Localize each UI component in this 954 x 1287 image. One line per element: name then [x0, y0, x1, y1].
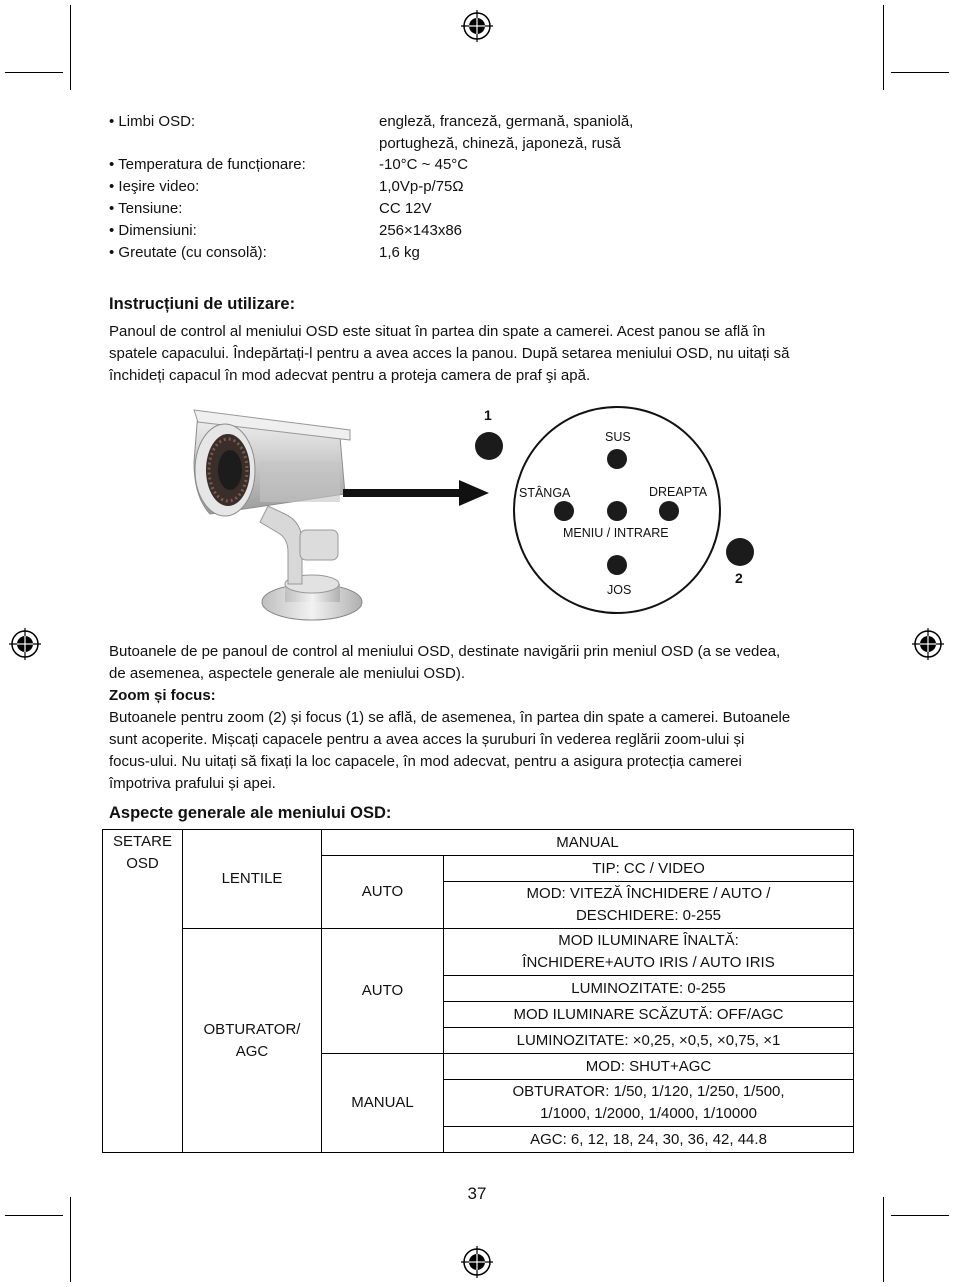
type-cell: TIP: CC / VIDEO: [444, 856, 854, 882]
left-label: STÂNGA: [519, 486, 571, 500]
buttons-text-line: de asemenea, aspectele generale ale meniului OSD).: [109, 665, 466, 682]
down-button[interactable]: [607, 555, 627, 575]
registration-mark-icon: [460, 9, 494, 43]
shutter-values-cell: OBTURATOR: 1/50, 1/120, 1/250, 1/500, 1/1000, 1/2000, 1/4000, 1/10000: [444, 1080, 854, 1127]
menu-enter-label: MENIU / INTRARE: [563, 526, 669, 540]
up-button[interactable]: [607, 449, 627, 469]
spec-label: • Limbi OSD:: [109, 113, 196, 130]
osd-table: [102, 829, 854, 1153]
spec-label: • Dimensiuni:: [109, 222, 197, 239]
down-label: JOS: [607, 583, 632, 597]
zoom-heading: Zoom și focus:: [109, 687, 216, 704]
left-button[interactable]: [554, 501, 574, 521]
lens-cell: LENTILE: [183, 830, 322, 929]
shut-mode-cell: MOD: SHUT+AGC: [444, 1054, 854, 1080]
camera-image: [190, 402, 365, 624]
instructions-heading: Instrucțiuni de utilizare:: [109, 295, 296, 313]
manual-cell: MANUAL: [322, 1054, 444, 1153]
spec-label: • Greutate (cu consolă):: [109, 244, 267, 261]
registration-mark-icon: [8, 627, 42, 661]
spec-value: portugheză, chineză, japoneză, rusă: [379, 135, 621, 152]
auto-cell: AUTO: [322, 856, 444, 929]
manual-cell: MANUAL: [322, 830, 854, 856]
instructions-line: Panoul de control al meniului OSD este situat în partea din spate a camerei. Acest panou se află în: [109, 323, 766, 340]
menu-enter-button[interactable]: [607, 501, 627, 521]
crop-mark: [883, 5, 884, 90]
focus-button[interactable]: [475, 432, 503, 460]
brightness-cell: LUMINOZITATE: ×0,25, ×0,5, ×0,75, ×1: [444, 1028, 854, 1054]
agc-values-cell: AGC: 6, 12, 18, 24, 30, 36, 42, 44.8: [444, 1127, 854, 1153]
focus-button-label: 1: [484, 407, 492, 423]
zoom-text-line: focus-ului. Nu uitați să fixați la loc capacele, în mod adecvat, pentru a asigura protecția camerei: [109, 753, 742, 770]
crop-mark: [891, 72, 949, 73]
right-button[interactable]: [659, 501, 679, 521]
zoom-text-line: sunt acoperite. Mișcați capacele pentru a avea acces la șuruburi în vederea reglării zoom-ului și: [109, 731, 745, 748]
registration-mark-icon: [911, 627, 945, 661]
arrow-right-icon: [343, 478, 491, 508]
spec-label: • Tensiune:: [109, 200, 183, 217]
zoom-button-label: 2: [735, 570, 743, 586]
page-number: 37: [467, 1184, 487, 1203]
spec-label: • Ieşire video:: [109, 178, 200, 195]
zoom-button[interactable]: [726, 538, 754, 566]
high-light-mode-cell: MOD ILUMINARE ÎNALTĂ: ÎNCHIDERE+AUTO IRIS / AUTO IRIS: [444, 929, 854, 976]
instructions-line: închideți capacul în mod adecvat pentru a proteja camera de praf şi apă.: [109, 367, 591, 384]
crop-mark: [5, 72, 63, 73]
right-label: DREAPTA: [649, 485, 708, 499]
buttons-text-line: Butoanele de pe panoul de control al meniului OSD, destinate navigării prin meniul OSD (a se vedea,: [109, 643, 781, 660]
osd-setting-cell: SETARE OSD: [103, 830, 183, 1153]
crop-mark: [5, 1215, 63, 1216]
auto-cell: AUTO: [322, 929, 444, 1054]
speed-mode-cell: MOD: VITEZĂ ÎNCHIDERE / AUTO / DESCHIDERE: 0-255: [444, 882, 854, 929]
zoom-text-line: Butoanele pentru zoom (2) și focus (1) se află, de asemenea, în partea din spate a camerei. Butoanele: [109, 709, 791, 726]
spec-value: 1,6 kg: [379, 244, 420, 261]
registration-mark-icon: [460, 1245, 494, 1279]
crop-mark: [70, 5, 71, 90]
crop-mark: [891, 1215, 949, 1216]
spec-value: 1,0Vp-p/75Ω: [379, 178, 464, 195]
up-label: SUS: [605, 430, 631, 444]
spec-value: engleză, franceză, germană, spaniolă,: [379, 113, 634, 130]
spec-value: 256×143x86: [379, 222, 462, 239]
shutter-agc-cell: OBTURATOR/ AGC: [183, 929, 322, 1153]
instructions-line: spatele capacului. Îndepărtați-l pentru a avea acces la panou. După setarea meniului OSD, nu uitați să: [109, 345, 790, 362]
osd-heading: Aspecte generale ale meniului OSD:: [109, 804, 392, 822]
crop-mark: [70, 1197, 71, 1282]
crop-mark: [883, 1197, 884, 1282]
low-light-mode-cell: MOD ILUMINARE SCĂZUTĂ: OFF/AGC: [444, 1002, 854, 1028]
zoom-text-line: împotriva prafului și apei.: [109, 775, 276, 792]
spec-label: • Temperatura de funcționare:: [109, 156, 306, 173]
brightness-cell: LUMINOZITATE: 0-255: [444, 976, 854, 1002]
spec-value: CC 12V: [379, 200, 432, 217]
spec-value: -10°C ~ 45°C: [379, 156, 469, 173]
